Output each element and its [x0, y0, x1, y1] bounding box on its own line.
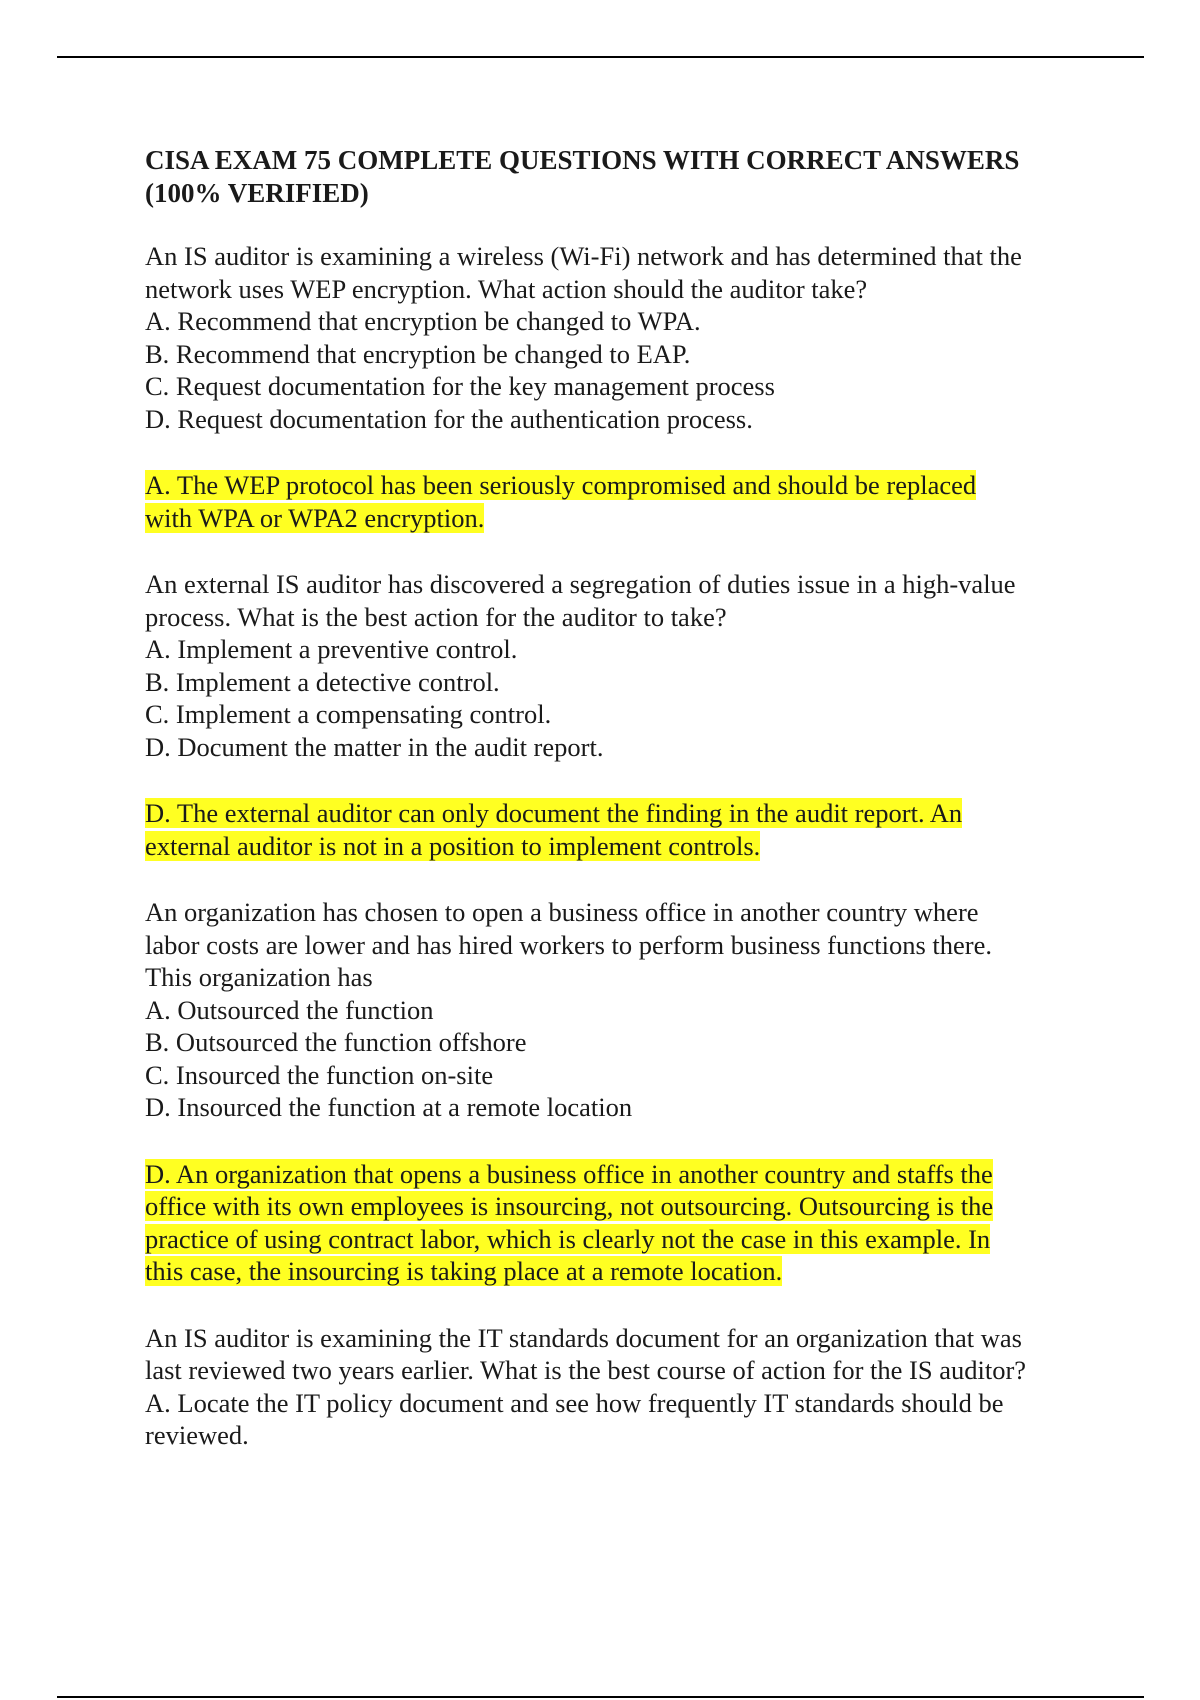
answer-2 [145, 797, 1145, 862]
question-4-option-a-line-2: reviewed. [145, 1420, 249, 1450]
question-3-option-a: A. Outsourced the function [145, 994, 434, 1025]
question-3-option-b: B. Outsourced the function offshore [145, 1027, 527, 1057]
question-1-option-a: A. Recommend that encryption be changed to WPA. [145, 306, 701, 336]
answer-2-line-2: external auditor is not in a position to implement controls. [145, 830, 761, 861]
question-2-line-1: An external IS auditor has discovered a segregation of duties issue in a high-value [145, 569, 1016, 599]
question-4-line-1: An IS auditor is examining the IT standards document for an organization that was [145, 1322, 1022, 1353]
question-4 [145, 1322, 1145, 1452]
bottom-rule [57, 1696, 1144, 1698]
answer-2-line-1: D. The external auditor can only document the finding in the audit report. An [145, 798, 963, 828]
question-4-line-2: last reviewed two years earlier. What is the best course of action for the IS auditor? [145, 1355, 1027, 1385]
question-2-option-d: D. Document the matter in the audit report. [145, 731, 604, 762]
question-3-line-3: This organization has [145, 962, 373, 992]
question-2-option-b: B. Implement a detective control. [145, 666, 500, 697]
answer-3-line-3: practice of using contract labor, which is clearly not the case in this example. In [145, 1223, 991, 1254]
question-1-option-d: D. Request documentation for the authentication process. [145, 403, 753, 434]
document-body [145, 144, 1145, 1452]
answer-3-line-1: D. An organization that opens a business office in another country and staffs the [145, 1158, 993, 1189]
question-1-option-b: B. Recommend that encryption be changed to EAP. [145, 338, 691, 369]
answer-3 [145, 1158, 1145, 1288]
question-1-line-2: network uses WEP encryption. What action should the auditor take? [145, 273, 868, 304]
question-3 [145, 896, 1145, 1124]
question-1-option-c: C. Request documentation for the key management process [145, 371, 775, 401]
question-3-line-1: An organization has chosen to open a business office in another country where [145, 897, 979, 927]
document-title: CISA EXAM 75 COMPLETE QUESTIONS WITH CORRECT ANSWERS (100% VERIFIED) [145, 145, 1020, 208]
question-1-line-1: An IS auditor is examining a wireless (Wi-Fi) network and has determined that the [145, 241, 1022, 271]
question-3-option-c: C. Insourced the function on-site [145, 1059, 494, 1090]
answer-3-line-2: office with its own employees is insourcing, not outsourcing. Outsourcing is the [145, 1191, 994, 1221]
question-2-option-c: C. Implement a compensating control. [145, 699, 552, 729]
question-4-option-a-line-1: A. Locate the IT policy document and see how frequently IT standards should be [145, 1387, 1004, 1418]
question-3-option-d: D. Insourced the function at a remote location [145, 1092, 633, 1122]
answer-1-line-2: with WPA or WPA2 encryption. [145, 502, 485, 533]
question-1 [145, 240, 1145, 435]
answer-3-line-4: this case, the insourcing is taking place at a remote location. [145, 1256, 783, 1286]
answer-1-line-1: A. The WEP protocol has been seriously compromised and should be replaced [145, 470, 977, 500]
question-2-option-a: A. Implement a preventive control. [145, 634, 518, 664]
answer-1 [145, 469, 1145, 534]
question-2-line-2: process. What is the best action for the auditor to take? [145, 601, 727, 632]
question-3-line-2: labor costs are lower and has hired workers to perform business functions there. [145, 929, 993, 960]
question-2 [145, 568, 1145, 763]
top-rule [57, 56, 1144, 58]
